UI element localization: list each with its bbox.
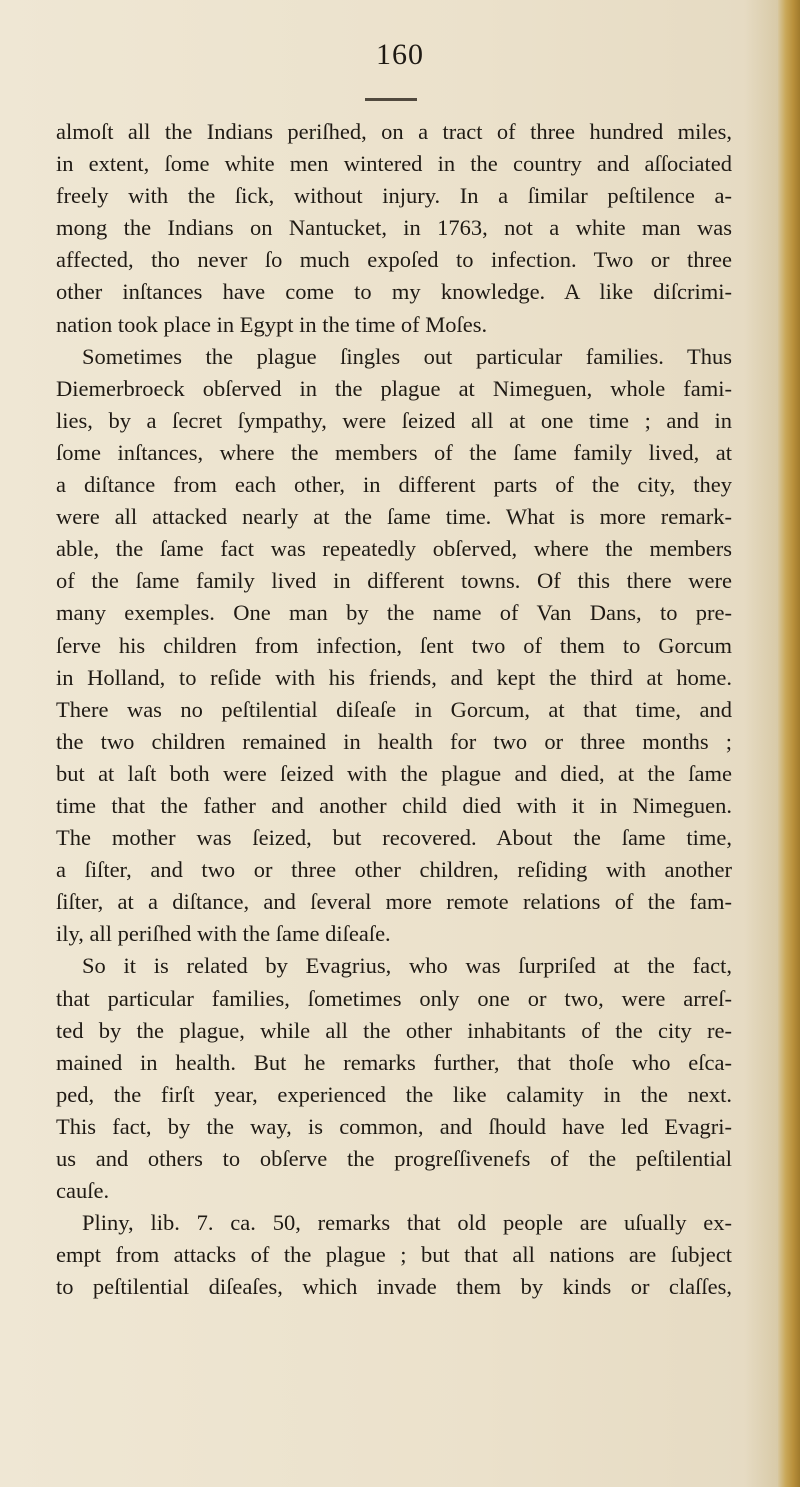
text-line: other inſtances have come to my knowledge. A like diſcrimi- — [56, 279, 732, 305]
text-line: Sometimes the plague ſingles out particular families. Thus — [82, 343, 732, 369]
text-line: ted by the plague, while all the other inhabitants of the city re- — [56, 1017, 732, 1043]
text-line: lies, by a ſecret ſympathy, were ſeized all at one time ; and in — [56, 407, 732, 433]
text-line: a ſiſter, and two or three other children, reſiding with another — [56, 857, 732, 883]
page-number: 160 — [376, 38, 424, 71]
text-line: almoſt all the Indians periſhed, on a tract of three hundred miles, — [56, 119, 732, 144]
text-line: a diſtance from each other, in different parts of the city, they — [56, 472, 732, 498]
text-line: in extent, ſome white men wintered in the country and aſſociated — [56, 151, 732, 177]
text-line: many exemples. One man by the name of Van Dans, to pre- — [56, 600, 732, 626]
text-line: in Holland, to reſide with his friends, and kept the third at home. — [56, 664, 732, 690]
text-line: There was no peſtilential diſeaſe in Gorcum, at that time, and — [56, 696, 732, 722]
text-line: us and others to obſerve the progreſſivenefs of the peſtilential — [56, 1146, 732, 1171]
text-line: ſome inſtances, where the members of the ſame family lived, at — [56, 439, 732, 465]
text-line: mained in health. But he remarks further, that thoſe who eſca- — [56, 1049, 732, 1075]
text-line: Pliny, lib. 7. ca. 50, remarks that old people are uſually ex- — [82, 1210, 732, 1236]
text-line: were all attacked nearly at the ſame time. What is more remark- — [56, 504, 732, 530]
text-line: ily, all periſhed with the ſame diſeaſe. — [56, 921, 391, 947]
text-line: but at laſt both were ſeized with the plague and died, at the ſame — [56, 760, 732, 786]
text-line: mong the Indians on Nantucket, in 1763, not a white man was — [56, 215, 732, 241]
text-line: the two children remained in health for two or three months ; — [56, 728, 732, 754]
text-line: ſerve his children from infection, ſent two of them to Gorcum — [56, 632, 732, 658]
header-rule — [365, 98, 417, 101]
text-line: that particular families, ſometimes only one or two, were arreſ- — [56, 985, 732, 1011]
text-line: The mother was ſeized, but recovered. About the ſame time, — [56, 825, 732, 851]
text-line: So it is related by Evagrius, who was ſurpriſed at the fact, — [82, 953, 732, 979]
text-line: ſiſter, at a diſtance, and ſeveral more remote relations of the fam- — [56, 889, 732, 915]
text-line: empt from attacks of the plague ; but that all nations are ſubject — [56, 1242, 732, 1268]
text-line: Diemerbroeck obſerved in the plague at Nimeguen, whole fami- — [56, 375, 732, 401]
text-line: able, the ſame fact was repeatedly obſerved, where the members — [56, 536, 732, 562]
body-text — [56, 116, 732, 1303]
text-line: affected, tho never ſo much expoſed to infection. Two or three — [56, 247, 732, 273]
text-line: ped, the firſt year, experienced the like calamity in the next. — [56, 1081, 732, 1107]
book-binding-edge — [778, 0, 800, 1487]
text-line: nation took place in Egypt in the time of Moſes. — [56, 311, 488, 337]
text-line: to peſtilential diſeaſes, which invade them by kinds or claſſes, — [56, 1274, 732, 1300]
text-line: This fact, by the way, is common, and ſhould have led Evagri- — [56, 1113, 732, 1139]
text-line: time that the father and another child died with it in Nimeguen. — [56, 792, 732, 818]
text-line: of the ſame family lived in different towns. Of this there were — [56, 568, 732, 594]
text-line: freely with the ſick, without injury. In a ſimilar peſtilence a- — [56, 183, 732, 209]
text-line: cauſe. — [56, 1178, 110, 1204]
